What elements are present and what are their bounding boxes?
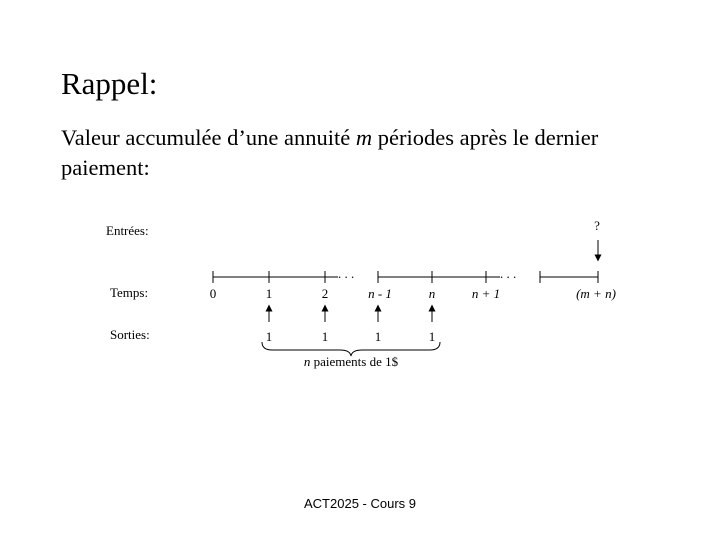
payment-value-4: 1 bbox=[428, 329, 436, 344]
payment-value-2: 1 bbox=[321, 329, 329, 344]
row-label-sorties: Sorties: bbox=[110, 327, 150, 342]
payment-value-1: 1 bbox=[265, 329, 273, 344]
time-label-n-plus-1: n + 1 bbox=[471, 286, 501, 301]
timeline-ellipsis-1: . . . bbox=[338, 266, 355, 281]
body-text-variable-m: m bbox=[355, 125, 373, 150]
payment-value-3: 1 bbox=[374, 329, 382, 344]
row-label-entrees: Entrées: bbox=[106, 223, 149, 238]
time-label-1: 1 bbox=[265, 286, 273, 301]
brace-label-rest: paiements de 1$ bbox=[310, 354, 399, 369]
slide-title: Rappel: bbox=[61, 66, 158, 101]
time-label-0: 0 bbox=[209, 286, 217, 301]
body-text-part-1: Valeur accumulée d’une annuité bbox=[61, 125, 356, 150]
time-label-n-minus-1: n - 1 bbox=[368, 286, 392, 301]
entree-value-question: ? bbox=[594, 218, 600, 233]
slide-footer: ACT2025 - Cours 9 bbox=[304, 496, 416, 511]
time-label-2: 2 bbox=[321, 286, 329, 301]
time-label-m-plus-n: (m + n) bbox=[576, 286, 616, 301]
body-text-part-2: périodes après le dernier paiement: bbox=[61, 125, 599, 180]
row-label-temps: Temps: bbox=[110, 285, 149, 300]
brace-label bbox=[304, 354, 399, 369]
time-label-n: n bbox=[428, 286, 436, 301]
timeline-ellipsis-2: . . . bbox=[500, 266, 517, 281]
brace-label-italic-n: n bbox=[303, 354, 311, 369]
